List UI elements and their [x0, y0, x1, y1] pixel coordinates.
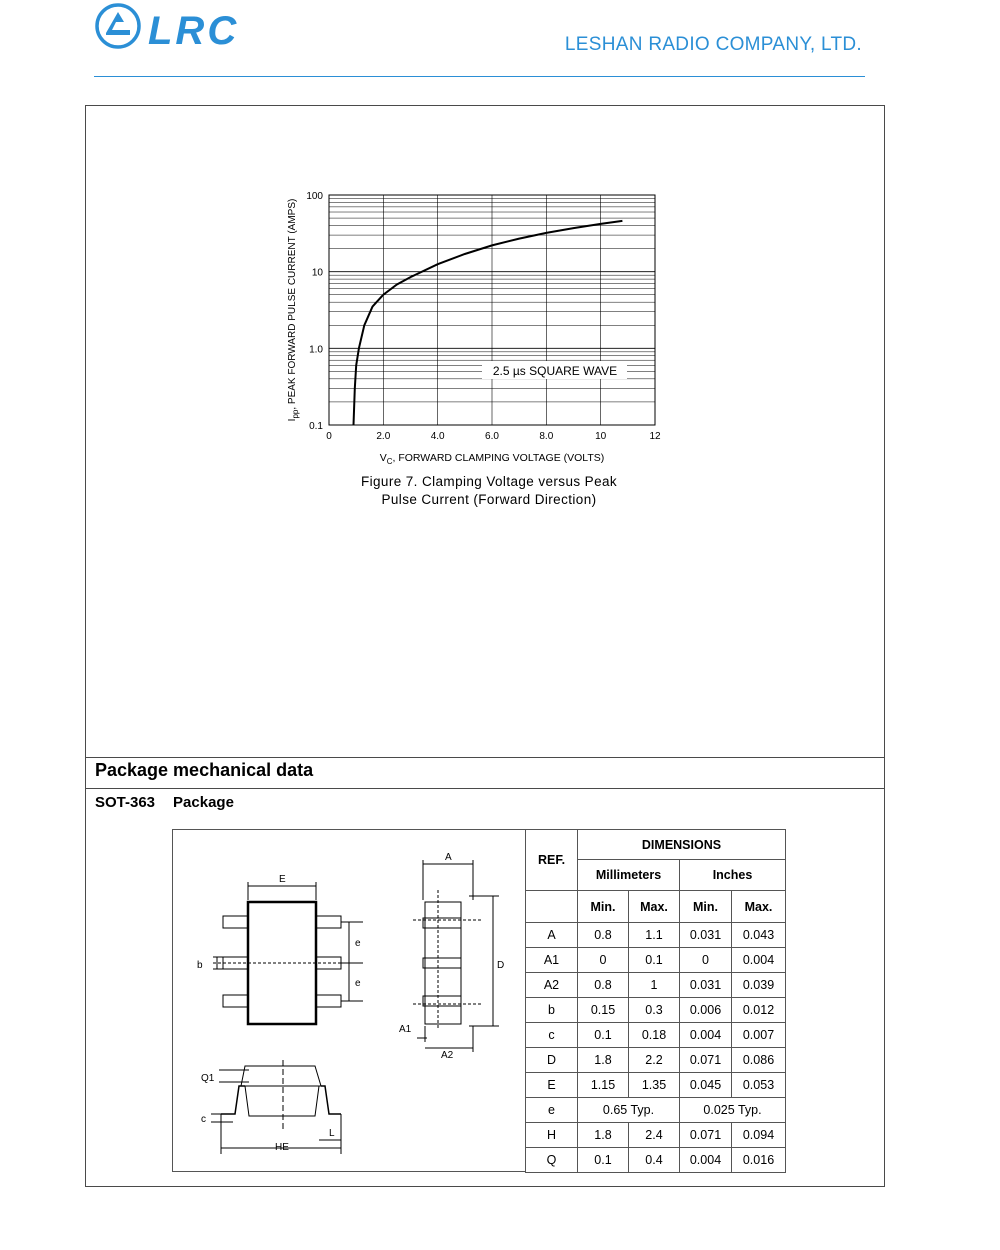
cell-in-min: 0.031 [680, 923, 732, 948]
dim-label-e2: e [355, 978, 361, 989]
cell-ref: E [526, 1073, 578, 1098]
table-row [526, 923, 786, 948]
dimensions-title: DIMENSIONS [578, 830, 786, 860]
table-row [526, 1073, 786, 1098]
cell-mm-min: 0.1 [578, 1148, 629, 1173]
dim-label-HE: HE [275, 1142, 289, 1153]
header-divider [94, 76, 865, 77]
package-title [95, 794, 234, 811]
chart-svg [275, 180, 695, 470]
dim-label-D: D [497, 960, 505, 971]
cell-in-max: 0.012 [732, 998, 786, 1023]
ref-header: REF. [526, 830, 578, 891]
x-tick-label: 4.0 [430, 431, 445, 442]
cell-mm-max: 0.1 [629, 948, 680, 973]
section-divider-bottom [86, 788, 884, 789]
cell-ref: A1 [526, 948, 578, 973]
package-name: SOT-363 [95, 794, 156, 811]
section-title: Package mechanical data [95, 760, 314, 780]
dim-label-A: A [445, 852, 452, 863]
dim-label-b: b [197, 960, 203, 971]
figure-caption [330, 473, 648, 509]
x-axis-label: $V_C$, FORWARD CLAMPING VOLTAGE (VOLTS) [379, 452, 605, 466]
x-tick-label: 8.0 [539, 431, 554, 442]
cell-in-max: 0.086 [732, 1048, 786, 1073]
table-row [526, 1148, 786, 1173]
y-tick-label: 10 [311, 267, 323, 279]
company-name: LESHAN RADIO COMPANY, LTD. [564, 34, 862, 55]
cell-mm-max: 0.3 [629, 998, 680, 1023]
cell-mm-min: 0.8 [578, 923, 629, 948]
dim-label-L: L [329, 1128, 335, 1139]
mm-header: Millimeters [578, 860, 680, 891]
caption-line-1: Figure 7. Clamping Voltage versus Peak [360, 474, 618, 489]
y-tick-label: 100 [306, 191, 323, 202]
table-row [526, 973, 786, 998]
cell-mm-typ: 0.65 Typ. [578, 1098, 680, 1123]
cell-ref: b [526, 998, 578, 1023]
cell-in-min: 0.004 [680, 1023, 732, 1048]
cell-mm-min: 1.8 [578, 1123, 629, 1148]
cell-in-max: 0.053 [732, 1073, 786, 1098]
mm-max-header: Max. [629, 891, 680, 923]
y-tick-label: 0.1 [309, 421, 323, 432]
clamping-voltage-chart [275, 180, 695, 470]
dim-label-A1: A1 [399, 1024, 412, 1035]
table-row [526, 1123, 786, 1148]
cell-in-max: 0.007 [732, 1023, 786, 1048]
cell-mm-max: 1 [629, 973, 680, 998]
cell-ref: D [526, 1048, 578, 1073]
cell-mm-min: 0.1 [578, 1023, 629, 1048]
lrc-logo [94, 0, 264, 52]
cell-in-min: 0.071 [680, 1048, 732, 1073]
cell-in-min: 0.045 [680, 1073, 732, 1098]
dim-label-A2: A2 [441, 1050, 454, 1061]
cell-mm-max: 0.4 [629, 1148, 680, 1173]
mm-min-header: Min. [578, 891, 629, 923]
cell-mm-min: 1.15 [578, 1073, 629, 1098]
cell-mm-max: 0.18 [629, 1023, 680, 1048]
package-drawing-svg [173, 830, 527, 1173]
ref-blank-cell [526, 891, 578, 923]
table-header-row-3 [526, 891, 786, 923]
y-tick-label: 1.0 [309, 344, 323, 356]
cell-ref: A2 [526, 973, 578, 998]
x-tick-label: 0 [326, 431, 332, 442]
cell-mm-min: 0 [578, 948, 629, 973]
cell-in-max: 0.004 [732, 948, 786, 973]
table-header-row-1 [526, 830, 786, 860]
cell-in-min: 0.031 [680, 973, 732, 998]
cell-ref: c [526, 1023, 578, 1048]
in-min-header: Min. [680, 891, 732, 923]
cell-ref: Q [526, 1148, 578, 1173]
y-axis-label: $I_{pp}$, PEAK FORWARD PULSE CURRENT (AMPS) [287, 198, 300, 422]
in-header: Inches [680, 860, 786, 891]
cell-mm-max: 1.35 [629, 1073, 680, 1098]
table-row [526, 1098, 786, 1123]
cell-mm-max: 2.2 [629, 1048, 680, 1073]
cell-mm-min: 0.8 [578, 973, 629, 998]
chart-grid [329, 195, 655, 425]
cell-ref: e [526, 1098, 578, 1123]
logo-text: LRC [148, 9, 240, 52]
x-tick-label: 12 [649, 431, 661, 442]
cell-in-max: 0.016 [732, 1148, 786, 1173]
dim-label-c: c [201, 1114, 206, 1125]
cell-in-max: 0.043 [732, 923, 786, 948]
cell-in-max: 0.094 [732, 1123, 786, 1148]
cell-ref: H [526, 1123, 578, 1148]
in-max-header: Max. [732, 891, 786, 923]
cell-mm-max: 2.4 [629, 1123, 680, 1148]
cell-in-min: 0.006 [680, 998, 732, 1023]
section-divider-top [86, 757, 884, 758]
cell-mm-max: 1.1 [629, 923, 680, 948]
table-row [526, 948, 786, 973]
dim-label-E: E [279, 874, 286, 885]
x-tick-label: 10 [595, 431, 607, 442]
table-row [526, 1023, 786, 1048]
package-name-suffix: Package [173, 794, 234, 811]
dimensions-table [525, 829, 786, 1173]
dim-label-e1: e [355, 938, 361, 949]
cell-mm-min: 1.8 [578, 1048, 629, 1073]
cell-mm-min: 0.15 [578, 998, 629, 1023]
chart-annotation: 2.5 µs SQUARE WAVE [492, 364, 618, 378]
cell-in-typ: 0.025 Typ. [680, 1098, 786, 1123]
cell-in-min: 0 [680, 948, 732, 973]
cell-ref: A [526, 923, 578, 948]
caption-line-2: Pulse Current (Forward Direction) [381, 492, 597, 507]
table-row [526, 998, 786, 1023]
dim-label-Q1: Q1 [201, 1073, 215, 1084]
cell-in-max: 0.039 [732, 973, 786, 998]
package-drawing [172, 829, 526, 1172]
chart-ticks [306, 191, 661, 442]
cell-in-min: 0.071 [680, 1123, 732, 1148]
cell-in-min: 0.004 [680, 1148, 732, 1173]
x-tick-label: 6.0 [485, 431, 499, 442]
table-row [526, 1048, 786, 1073]
data-series-curve [354, 221, 623, 425]
x-tick-label: 2.0 [376, 431, 391, 442]
